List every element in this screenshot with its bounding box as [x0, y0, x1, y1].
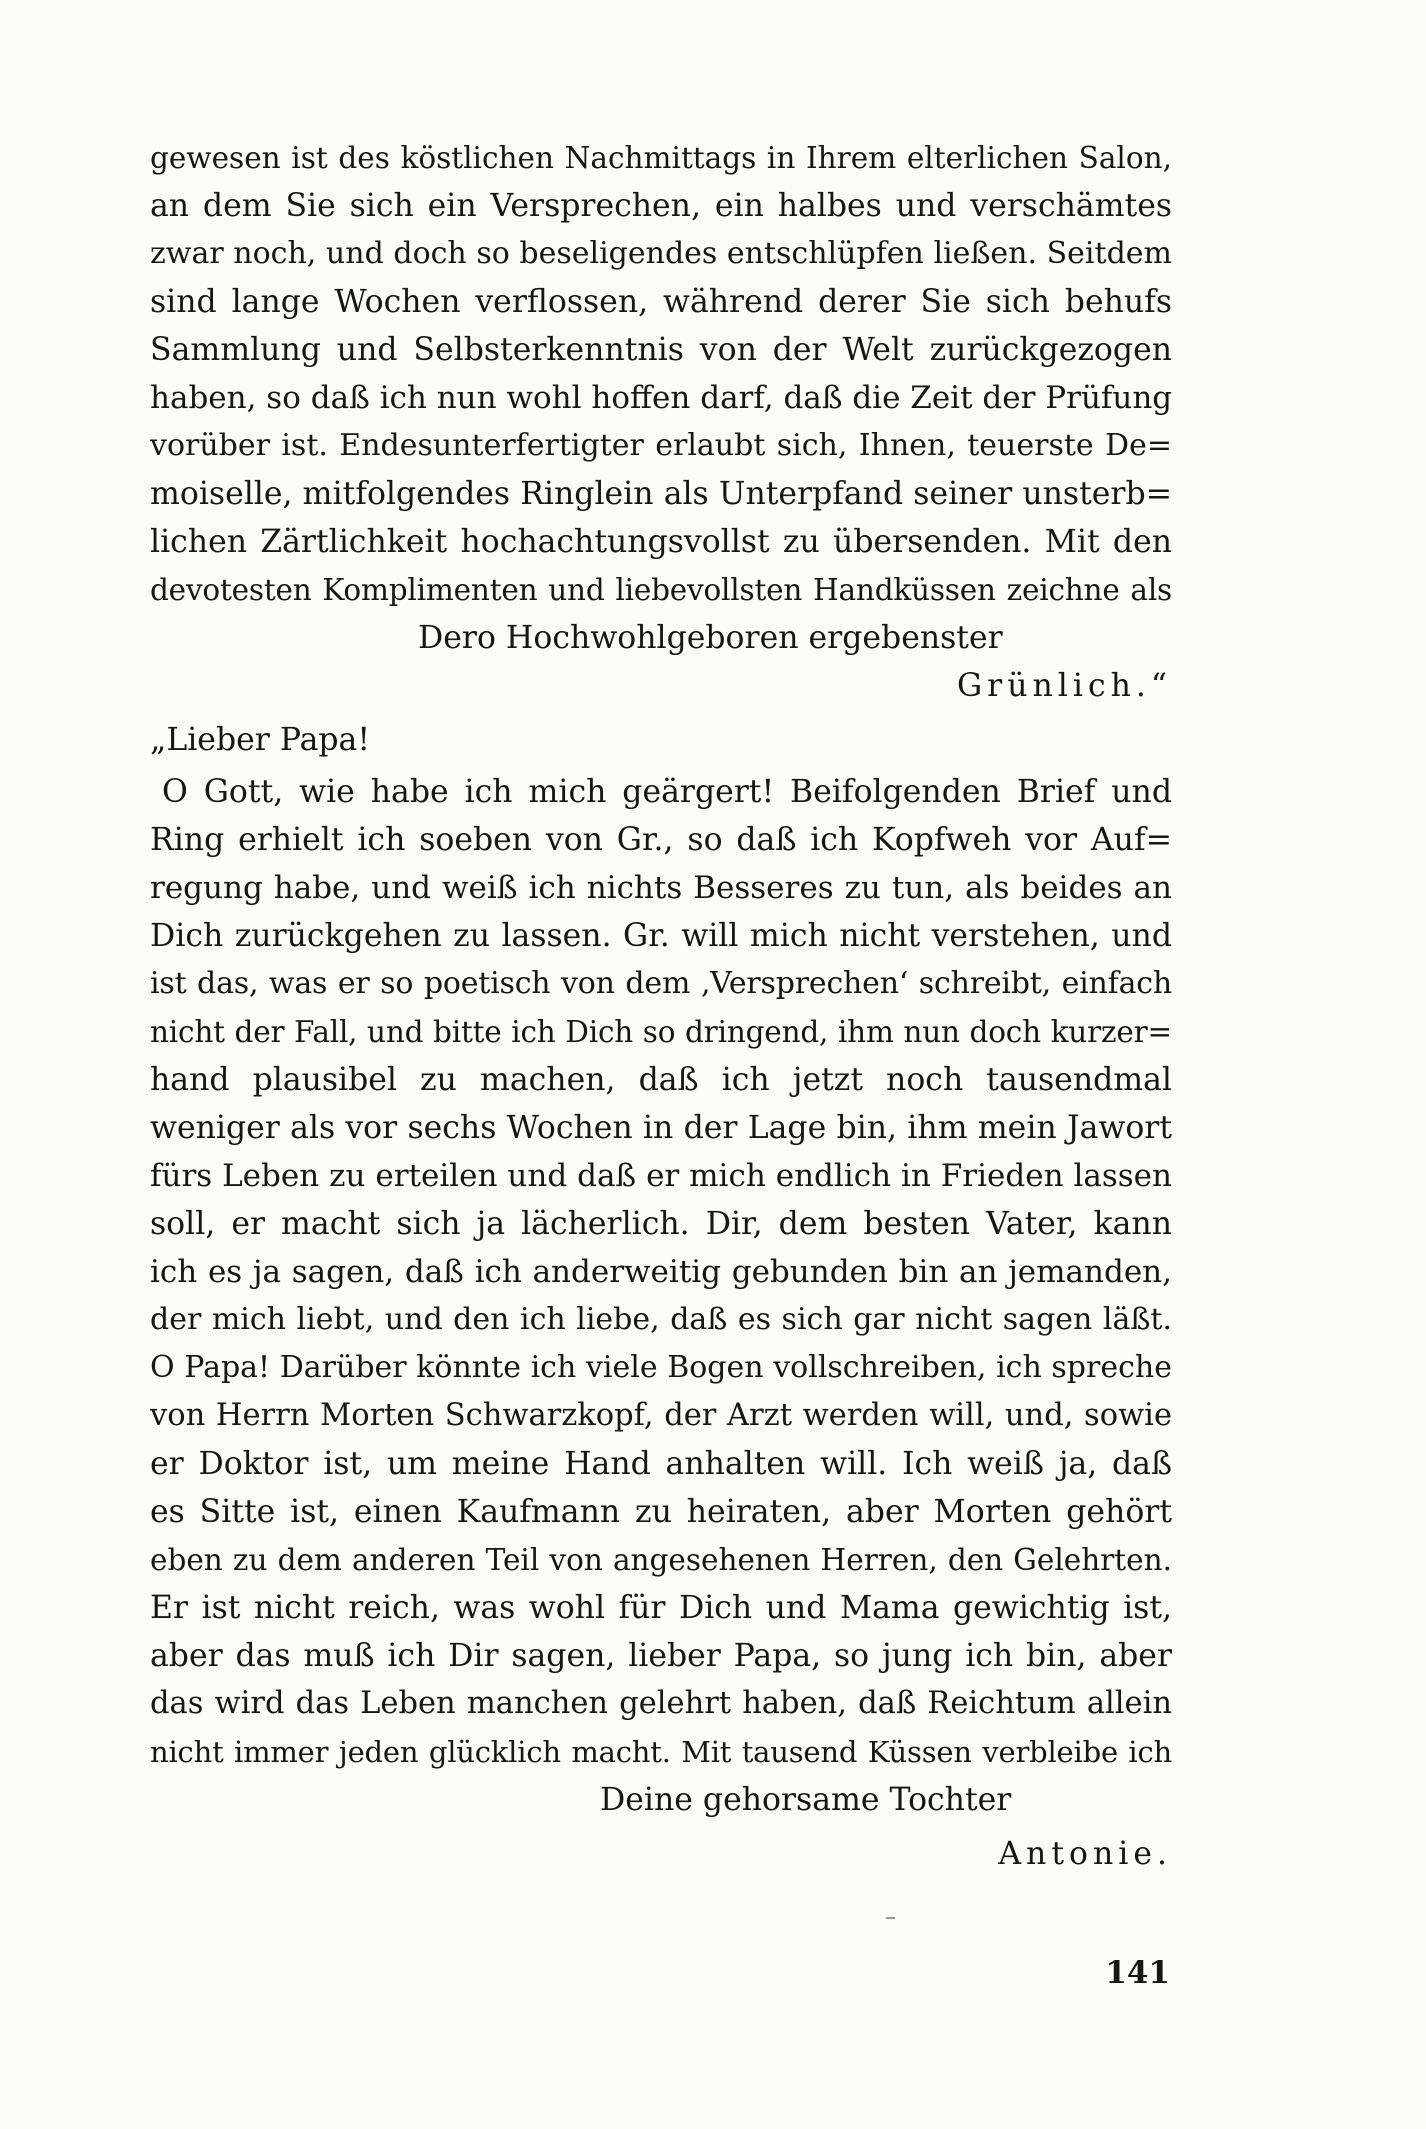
text-line: das wird das Leben manchen gelehrt haben, daß Reichtum allein: [150, 1686, 1172, 1721]
text-line: er Doktor ist, um meine Hand anhalten will. Ich weiß ja, daß: [150, 1446, 1172, 1482]
text-line: sind lange Wochen verflossen, während derer Sie sich behufs: [150, 284, 1172, 320]
text-line: eben zu dem anderen Teil von angesehenen Herren, den Gelehrten.: [150, 1543, 1172, 1577]
text-line: ich es ja sagen, daß ich anderweitig gebunden bin an jemanden,: [150, 1254, 1172, 1290]
text-line: zwar noch, und doch so beseligendes entschlüpfen ließen. Seitdem: [150, 236, 1172, 271]
text-line: Dich zurückgehen zu lassen. Gr. will mich nicht verstehen, und: [150, 918, 1172, 954]
text-line: gewesen ist des köstlichen Nachmittags in Ihrem elterlichen Salon,: [150, 141, 1172, 175]
text-line: O Gott, wie habe ich mich geärgert! Beifolgenden Brief und: [162, 774, 1172, 810]
text-line: nicht immer jeden glücklich macht. Mit tausend Küssen verbleibe ich: [150, 1735, 1172, 1769]
text-line: nicht der Fall, und bitte ich Dich so dringend, ihm nun doch kurzer=: [150, 1015, 1172, 1049]
text-line: Ring erhielt ich soeben von Gr., so daß ich Kopfweh vor Auf=: [150, 822, 1172, 858]
text-line: moiselle, mitfolgendes Ringlein als Unterpfand seiner unsterb=: [150, 476, 1172, 512]
text-line: aber das muß ich Dir sagen, lieber Papa, so jung ich bin, aber: [150, 1638, 1172, 1674]
text-line: vorüber ist. Endesunterfertigter erlaubt sich, Ihnen, teuerste De=: [150, 428, 1172, 463]
signature-antonie: Antonie.: [998, 1836, 1172, 1872]
text-line: hand plausibel zu machen, daß ich jetzt noch tausendmal: [150, 1062, 1172, 1098]
text-line: der mich liebt, und den ich liebe, daß es sich gar nicht sagen läßt.: [150, 1302, 1172, 1337]
closing-formula: Dero Hochwohlgeboren ergebenster: [418, 620, 1003, 656]
print-speck: [886, 1917, 895, 1919]
signature-gruenlich: Grünlich.“: [957, 668, 1172, 704]
text-line: weniger als vor sechs Wochen in der Lage bin, ihm mein Jawort: [150, 1110, 1172, 1146]
text-line: Er ist nicht reich, was wohl für Dich und Mama gewichtig ist,: [150, 1590, 1172, 1626]
text-line: fürs Leben zu erteilen und daß er mich endlich in Frieden lassen: [150, 1158, 1172, 1194]
page-number: 141: [1105, 1955, 1170, 1991]
text-line: es Sitte ist, einen Kaufmann zu heiraten, aber Morten gehört: [150, 1494, 1172, 1530]
salutation: „Lieber Papa!: [150, 722, 370, 758]
text-line: O Papa! Darüber könnte ich viele Bogen vollschreiben, ich spreche: [150, 1350, 1172, 1385]
text-line: Sammlung und Selbsterkenntnis von der Welt zurückgezogen: [150, 332, 1172, 368]
text-line: lichen Zärtlichkeit hochachtungsvollst zu übersenden. Mit den: [150, 524, 1172, 560]
text-line: regung habe, und weiß ich nichts Besseres zu tun, als beides an: [150, 870, 1172, 906]
text-line: von Herrn Morten Schwarzkopf, der Arzt werden will, und, sowie: [150, 1398, 1172, 1433]
text-line: soll, er macht sich ja lächerlich. Dir, dem besten Vater, kann: [150, 1206, 1172, 1242]
text-line: ist das, was er so poetisch von dem ‚Versprechen‘ schreibt, einfach: [150, 966, 1172, 1001]
text-line: an dem Sie sich ein Versprechen, ein halbes und verschämtes: [150, 188, 1172, 224]
text-line: devotesten Komplimenten und liebevollsten Handküssen zeichne als: [150, 573, 1172, 607]
closing-formula: Deine gehorsame Tochter: [600, 1782, 1012, 1818]
text-line: haben, so daß ich nun wohl hoffen darf, daß die Zeit der Prüfung: [150, 380, 1172, 416]
